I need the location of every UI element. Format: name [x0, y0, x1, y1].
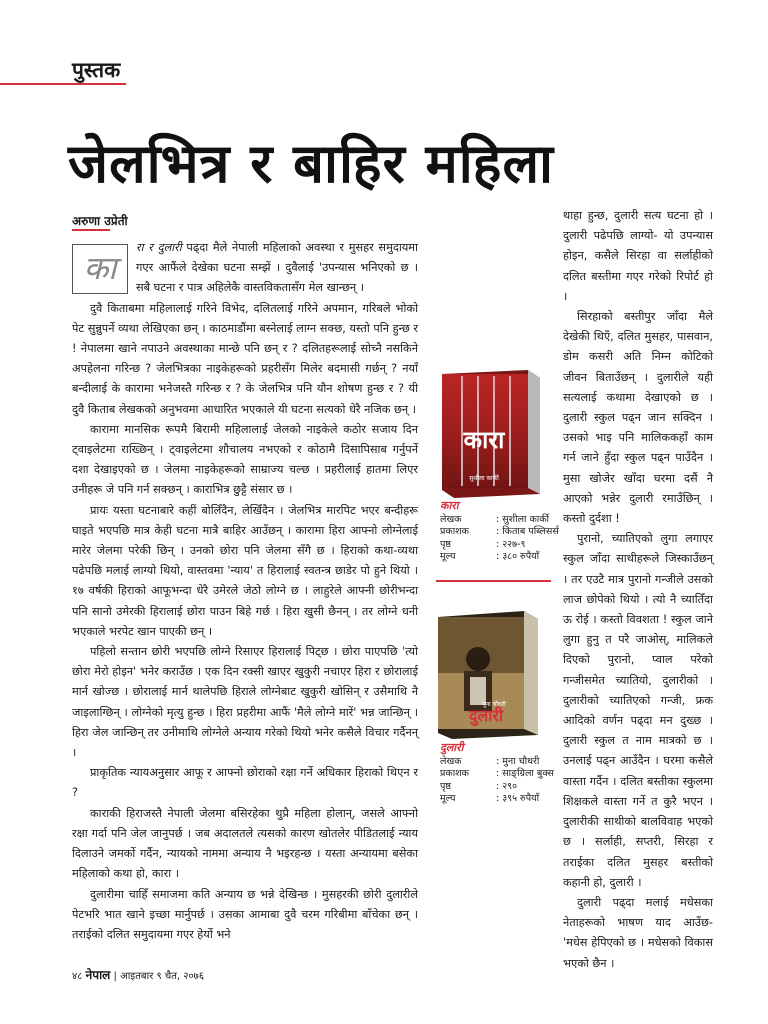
- right-paragraph: थाहा हुन्छ, दुलारी सत्य घटना हो । दुलारी पढेपछि लाग्यो- यो उपन्यास होइन, कसैले सिरहा वा सर्लाहीको दलित बस्तीमा गएर गरेको रिपोर्ट हो ।: [563, 209, 713, 303]
- issue-date: | आइतबार ९ चैत, २०७६: [113, 971, 205, 982]
- main-paragraph: प्रायः यस्ता घटनाबारे कहीं बोलिँदैन, लेखिँदैन । जेलभित्र मारपिट भएर बन्दीहरू घाइते भएपछि मात्र केही घटना मात्रै बाहिर आउँछन् । कारामा हिरा आफ्नो लोग्नेलाई मारेर जेलमा परेकी छिन् । उनको छोरा पनि जेलमा सँगै छ । हिराको कथा-व्यथा पढेपछि मलाई लाग्यो थियो, वास्तवमा 'न्याय' त हिरालाई स्वतन्त्र छाडेर पो हुने थियो । १७ वर्षकी हिराको आफूभन्दा धेरै उमेरले जेठो लोग्ने छ । लाहुरेले आफ्नी छोरीभन्दा पनि सानो उमेरकी हिरालाई छोरा पाउन बिहे गर्छ । हिरा खुसी छैनन् । तर लोग्ने धनी भएकाले भरपेट खान पाएकी छन् ।: [72, 503, 418, 638]
- byline: अरुणा उप्रेती: [72, 214, 128, 228]
- main-paragraph: काराकी हिराजस्तै नेपाली जेलमा बसिरहेका थुप्रै महिला होलान्, जसले आफ्नो रक्षा गर्दा पनि जेल जानुपर्छ । जब अदालतले त्यसको कारण खोतलेर पीडितलाई न्याय दिलाउने जमर्को गर्दैन, न्यायको नाममा अन्याय नै भइरहन्छ । यस्ता अन्यायमा बसेका महिलाको कथा हो, कारा ।: [72, 806, 418, 881]
- right-paragraph: दुलारी पढ्दा मलाई मधेसका नेताहरूको भाषण याद आउँछ- 'मधेस हेपिएको छ । मधेसको विकास भएको छैन ।: [563, 895, 713, 970]
- info-row: मूल्य : ३८० रुपैयाँ: [440, 551, 540, 562]
- dulari-info-title: दुलारी: [440, 741, 464, 754]
- kara-cover-author: सुशीला कार्की: [469, 475, 499, 482]
- section-label: पुस्तक: [72, 58, 121, 82]
- book-separator: [436, 580, 551, 582]
- dulari-book-cover: [434, 611, 542, 739]
- main-paragraph: दुलारीमा चाहिँ समाजमा कति अन्याय छ भन्ने देखिन्छ । मुसहरकी छोरी दुलारीले पेटभरि भात खाने इच्छा मार्नुपर्छ । उसका आमाबा दुवै चरम गरिबीमा बाँचेका छन् । तराईको दलित समुदायमा गएर हेर्यो भने: [72, 887, 418, 941]
- info-row: पृष्ठ : २९०: [440, 780, 518, 792]
- page-number: ४८: [72, 971, 83, 982]
- main-paragraph: पहिलो सन्तान छोरी भएपछि लोग्ने रिसाएर हिरालाई पिट्छ । छोरा पाएपछि 'त्यो छोरा मेरो होइन' भनेर कराउँछ । एक दिन रक्सी खाएर खुकुरी नचाएर हिरा र छोरालाई मार्न खोज्छ । छोरालाई मार्न थालेपछि हिराले लोग्नेबाट खुकुरी खोसिन् र उसैमाथि नै जाइलाग्छिन् । लोग्नेको मृत्यु हुन्छ । हिरा प्रहरीमा आफैं 'मैले लोग्ने मारें' भन्न जान्छिन् । हिरा जेल जान्छिन् तर उनीमाथि लोग्नेले अन्याय गरेको थियो भनेर कसैले विचार गर्दैनन् ।: [72, 645, 418, 760]
- main-paragraph: कारामा मानसिक रूपमै बिरामी महिलालाई जेलको नाइकेले कठोर सजाय दिन ट्वाइलेटमा राख्छिन् । ट्वाइलेटमा शौचालय नभएको र कोठामै दिसापिसाब गर्नुपर्ने दशा देखाइएको छ । जेलमा नाइकेहरूको साम्राज्य चल्छ । प्रहरीलाई हातमा लिएर उनीहरू जे पनि गर्न सक्छन् । काराभित्र छुट्टै संसार छ ।: [72, 422, 418, 497]
- kara-book-info: [440, 500, 559, 564]
- intro-text: पढ्दा मैले नेपाली महिलाको अवस्था र मुसहर समुदायमा गएर आफैंले देखेका घटना सम्झें । दुवैलाई 'उपन्यास भनिएको छ । सबै घटना र पात्र अहिलेकै वास्तविकतासँग मेल खान्छन् ।: [136, 241, 418, 295]
- dulari-cover-author: मुना चौधरी: [482, 701, 506, 708]
- dulari-cover-title: दुलारी: [468, 706, 504, 725]
- intro-paragraph: [72, 238, 418, 299]
- byline-rule: [72, 229, 110, 231]
- kara-book-cover: [436, 370, 546, 498]
- info-row: लेखक : मुना चौधरी: [440, 755, 540, 767]
- right-column: [563, 206, 713, 974]
- info-row: पृष्ठ : २२७-९: [440, 538, 526, 550]
- dropcap: का: [72, 244, 128, 294]
- intro-italic: रा र दुलारी: [136, 241, 182, 254]
- main-column: [72, 238, 418, 945]
- dulari-book-info: [440, 742, 554, 806]
- right-paragraph: पुरानो, च्यातिएको लुगा लगाएर स्कुल जाँदा साथीहरूले जिस्काउँछन् । तर एउटै मात्र पुरानो गन्जीले उसको लाज छोपेको थियो । त्यो नै च्यातिँदा ऊ रोई । कस्तो विवशता ! स्कुल जाने लुगा हुनु त परै जाओस्, मालिकले दिएको पुरानो, प्वाल परेको गन्जीसमेत च्यातियो, दुलारीको । दुलारीको च्यातिएको गन्जी, फ्रक आदिको वर्णन पढ्दा मन दुख्छ । दुलारी स्कुल त नाम मात्रको छ । उनलाई पढ्न आउँदैन । घरमा कसैले वास्ता गर्दैन । दलित बस्तीका स्कुलमा शिक्षकले वास्ता गर्ने त कुरै भएन । दुलारीकी साथीको बालविवाह भएको छ । सर्लाही, सप्तरी, सिरहा र तराईका दलित मुसहर बस्तीको कहानी हो, दुलारी ।: [563, 532, 713, 889]
- info-row: लेखक : सुशीला कार्की: [440, 513, 549, 525]
- section-rule: [0, 83, 126, 85]
- magazine-name: नेपाल: [85, 968, 111, 982]
- kara-info-title: कारा: [440, 499, 459, 512]
- main-paragraph: प्राकृतिक न्यायअनुसार आफू र आफ्नो छोराको रक्षा गर्ने अधिकार हिराको थिएन र ?: [72, 766, 418, 800]
- headline: जेलभित्र र बाहिर महिला: [68, 132, 555, 195]
- footer: [72, 966, 204, 983]
- right-paragraph: सिरहाको बस्तीपुर जाँदा मैले देखेकी थिएँ, दलित मुसहर, पासवान, डोम कसरी अति निम्न कोटिको जीवन बिताउँछन् । दुलारीले यही सत्यलाई कथामा देखाएको छ । दुलारी स्कुल पढ्न जान सक्दिन । उसको भाइ पनि मालिककहाँ काम गर्न जाने हुँदा स्कुल पढ्न पाउँदैन । मुसा खोजेर खाँदा घरमा दसैं नै आएको भन्नेर दुलारी रमाउँछिन् । कस्तो दुर्दशा !: [563, 310, 713, 526]
- info-row: प्रकाशक : साङ्ग्रिला बुक्स: [440, 768, 554, 779]
- kara-cover-title: कारा: [463, 426, 505, 454]
- info-row: मूल्य : ३९५ रुपैयाँ: [440, 793, 540, 804]
- main-paragraph: दुवै किताबमा महिलालाई गरिने विभेद, दलितलाई गरिने अपमान, गरिबले भोको पेट सुन्नुपर्ने व्यथा लेखिएका छन् । काठमाडौंमा बस्नेलाई लाग्न सक्छ, यस्तो पनि हुन्छ र ! नेपालमा खाने नपाउने अवस्थाका मान्छे पनि छन् र ? दलितहरूलाई सोच्नै नसकिने अपहेलना गरिन्छ ? जेलभित्रका नाइकेहरूको प्रहरीसँग मिलेर बदमासी गर्छन् ? नयाँ बन्दीलाई के कारामा भनेजस्तै गरिन्छ र ? के जेलभित्र पनि यौन शोषण हुन्छ र ? यी दुवै किताब लेखकको अनुभवमा आधारित भएकाले यी घटना सत्यको धेरै नजिक छन् ।: [72, 301, 418, 416]
- info-row: प्रकाशक : किताब पब्लिसर्स: [440, 526, 559, 537]
